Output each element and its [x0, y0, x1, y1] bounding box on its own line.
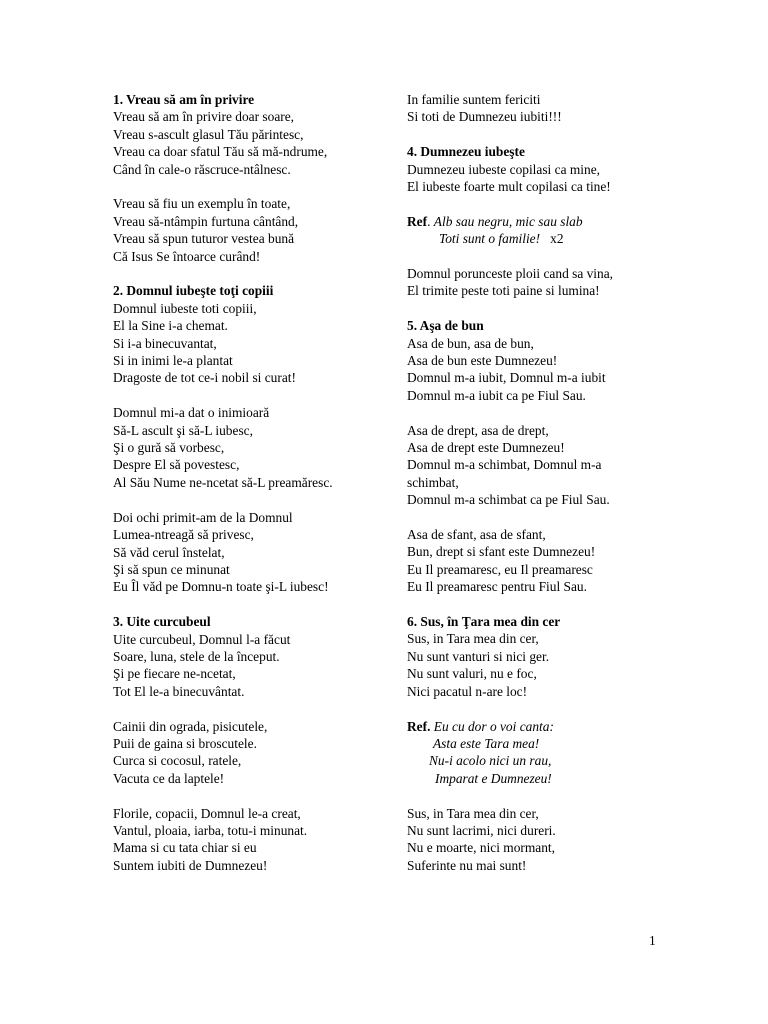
- refrain-line: Nu-i acolo nici un rau,: [429, 753, 552, 769]
- stanza: [113, 404, 383, 491]
- verse-line: Cainii din ograda, pisicutele,: [113, 718, 268, 734]
- song-1: [113, 91, 383, 265]
- verse-line: Eu Il preamaresc pentru Fiul Sau.: [407, 579, 587, 595]
- song-6: [407, 613, 667, 874]
- verse-line: Nu sunt valuri, nu e foc,: [407, 666, 537, 682]
- stanza: [113, 300, 383, 387]
- verse-line: Eu Il preamaresc, eu Il preamaresc: [407, 561, 593, 577]
- verse-line: Lumea-ntreagă să privesc,: [113, 527, 254, 543]
- verse-line: schimbat,: [407, 474, 459, 490]
- verse-line: Domnul m-a iubit ca pe Fiul Sau.: [407, 387, 586, 403]
- page-number: 1: [649, 933, 656, 948]
- stanza: [407, 161, 667, 196]
- verse-line: El la Sine i-a chemat.: [113, 318, 228, 334]
- verse-line: Vreau să fiu un exemplu în toate,: [113, 196, 291, 212]
- verse-line: Soare, luna, stele de la început.: [113, 648, 280, 664]
- verse-line: Dragoste de tot ce-i nobil si curat!: [113, 370, 296, 386]
- verse-line: Domnul porunceste ploii cand sa vina,: [407, 266, 614, 282]
- verse-line: Asa de bun este Dumnezeu!: [407, 353, 558, 369]
- refrain-dot: .: [427, 213, 431, 229]
- verse-line: Domnul m-a schimbat ca pe Fiul Sau.: [407, 492, 610, 508]
- refrain-line: Asta este Tara mea!: [433, 735, 540, 751]
- verse-line: Uite curcubeul, Domnul l-a făcut: [113, 631, 291, 647]
- song-3: [113, 613, 383, 874]
- stanza: [407, 335, 667, 405]
- refrain-repeat: x2: [550, 231, 564, 247]
- song-title: 4. Dumnezeu iubeşte: [407, 144, 525, 160]
- song-title: 3. Uite curcubeul: [113, 614, 211, 630]
- verse-line: Vantul, ploaia, iarba, totu-i minunat.: [113, 822, 308, 838]
- verse-line: Curca si cocosul, ratele,: [113, 753, 242, 769]
- song-title: 5. Aşa de bun: [407, 318, 484, 334]
- refrain: [407, 213, 667, 248]
- verse-line: Puii de gaina si broscutele.: [113, 735, 257, 751]
- verse-line: Asa de drept este Dumnezeu!: [407, 440, 565, 456]
- verse-line: Vreau s-ascult glasul Tău părintesc,: [113, 126, 304, 142]
- verse-line: Domnul m-a schimbat, Domnul m-a: [407, 457, 602, 473]
- song-title: 6. Sus, în Ţara mea din cer: [407, 614, 561, 630]
- stanza: [113, 195, 383, 265]
- verse-line: Nici pacatul n-are loc!: [407, 683, 528, 699]
- stanza: [407, 630, 667, 700]
- verse-line: Vacuta ce da laptele!: [113, 770, 225, 786]
- verse-line: Dumnezeu iubeste copilasi ca mine,: [407, 161, 600, 177]
- song-title: 1. Vreau să am în privire: [113, 92, 255, 107]
- refrain-text: Eu cu dor o voi canta:: [433, 718, 554, 734]
- refrain-label: Ref: [407, 213, 428, 229]
- verse-line: Florile, copacii, Domnul le-a creat,: [113, 805, 301, 821]
- stanza: [407, 422, 667, 509]
- verse-line: Sus, in Tara mea din cer,: [407, 805, 539, 821]
- verse-line: Domnul iubeste toti copiii,: [113, 300, 257, 316]
- verse-line: Vreau ca doar sfatul Tău să mă-ndrume,: [113, 144, 328, 160]
- refrain-line: [407, 718, 667, 735]
- verse-line: El iubeste foarte mult copilasi ca tine!: [407, 179, 611, 195]
- verse-line: Vreau să-ntâmpin furtuna cântând,: [113, 213, 299, 229]
- verse-line: Să văd cerul înstelat,: [113, 544, 225, 560]
- song-4: [407, 143, 667, 300]
- stanza: [113, 509, 383, 596]
- verse-line: Domnul mi-a dat o inimioară: [113, 405, 270, 421]
- verse-line: Când în cale-o răscruce-ntâlnesc.: [113, 161, 291, 177]
- stanza: [407, 526, 667, 596]
- song-3-continuation: [407, 91, 667, 126]
- verse-line: Să-L ascult şi să-L iubesc,: [113, 422, 253, 438]
- verse-line: Al Său Nume ne-ncetat să-L preamăresc.: [113, 474, 333, 490]
- right-column: [407, 91, 667, 892]
- stanza: [113, 718, 383, 788]
- verse-line: Asa de drept, asa de drept,: [407, 422, 549, 438]
- refrain-text: Toti sunt o familie!: [439, 231, 541, 247]
- refrain-line: [407, 230, 667, 247]
- verse-line: Doi ochi primit-am de la Domnul: [113, 509, 293, 525]
- verse-line: Şi o gură să vorbesc,: [113, 440, 225, 456]
- song-title: 2. Domnul iubeşte toţi copiii: [113, 283, 274, 299]
- verse-line: Sus, in Tara mea din cer,: [407, 631, 539, 647]
- verse-line: Si i-a binecuvantat,: [113, 335, 217, 351]
- song-5: [407, 317, 667, 595]
- verse-line: Suntem iubiti de Dumnezeu!: [113, 857, 268, 873]
- left-column: [113, 91, 383, 892]
- verse-line: Si in inimi le-a plantat: [113, 353, 233, 369]
- verse-line: Bun, drept si sfant este Dumnezeu!: [407, 544, 596, 560]
- stanza: [113, 805, 383, 875]
- verse-line: Eu Îl văd pe Domnu-n toate şi-L iubesc!: [113, 579, 329, 595]
- verse-line: Vreau să spun tuturor vestea bună: [113, 231, 295, 247]
- verse-line: Asa de bun, asa de bun,: [407, 335, 534, 351]
- verse-line: Mama si cu tata chiar si eu: [113, 840, 257, 856]
- verse-line: Nu e moarte, nici mormant,: [407, 840, 555, 856]
- stanza: [407, 805, 667, 875]
- verse-line: Că Isus Se întoarce curând!: [113, 248, 261, 264]
- song-2: [113, 282, 383, 595]
- verse-line: Şi să spun ce minunat: [113, 561, 230, 577]
- refrain: [407, 718, 667, 788]
- refrain-line: [407, 213, 667, 230]
- verse-line: Despre El să povestesc,: [113, 457, 240, 473]
- stanza: [113, 631, 383, 701]
- verse-line: Nu sunt lacrimi, nici dureri.: [407, 822, 556, 838]
- verse-line: Vreau să am în privire doar soare,: [113, 109, 295, 125]
- verse-line: Suferinte nu mai sunt!: [407, 857, 527, 873]
- verse-line: Nu sunt vanturi si nici ger.: [407, 648, 550, 664]
- stanza: [407, 265, 667, 300]
- refrain-label: Ref.: [407, 718, 431, 734]
- verse-line: Asa de sfant, asa de sfant,: [407, 527, 546, 543]
- verse-line: In familie suntem fericiti: [407, 92, 541, 107]
- verse-line: El trimite peste toti paine si lumina!: [407, 283, 600, 299]
- refrain-text: Alb sau negru, mic sau slab: [433, 213, 583, 229]
- verse-line: Şi pe fiecare ne-ncetat,: [113, 666, 236, 682]
- refrain-line: Imparat e Dumnezeu!: [435, 770, 552, 786]
- stanza: [113, 108, 383, 178]
- verse-line: Si toti de Dumnezeu iubiti!!!: [407, 109, 562, 125]
- verse-line: Tot El le-a binecuvântat.: [113, 683, 245, 699]
- verse-line: Domnul m-a iubit, Domnul m-a iubit: [407, 370, 606, 386]
